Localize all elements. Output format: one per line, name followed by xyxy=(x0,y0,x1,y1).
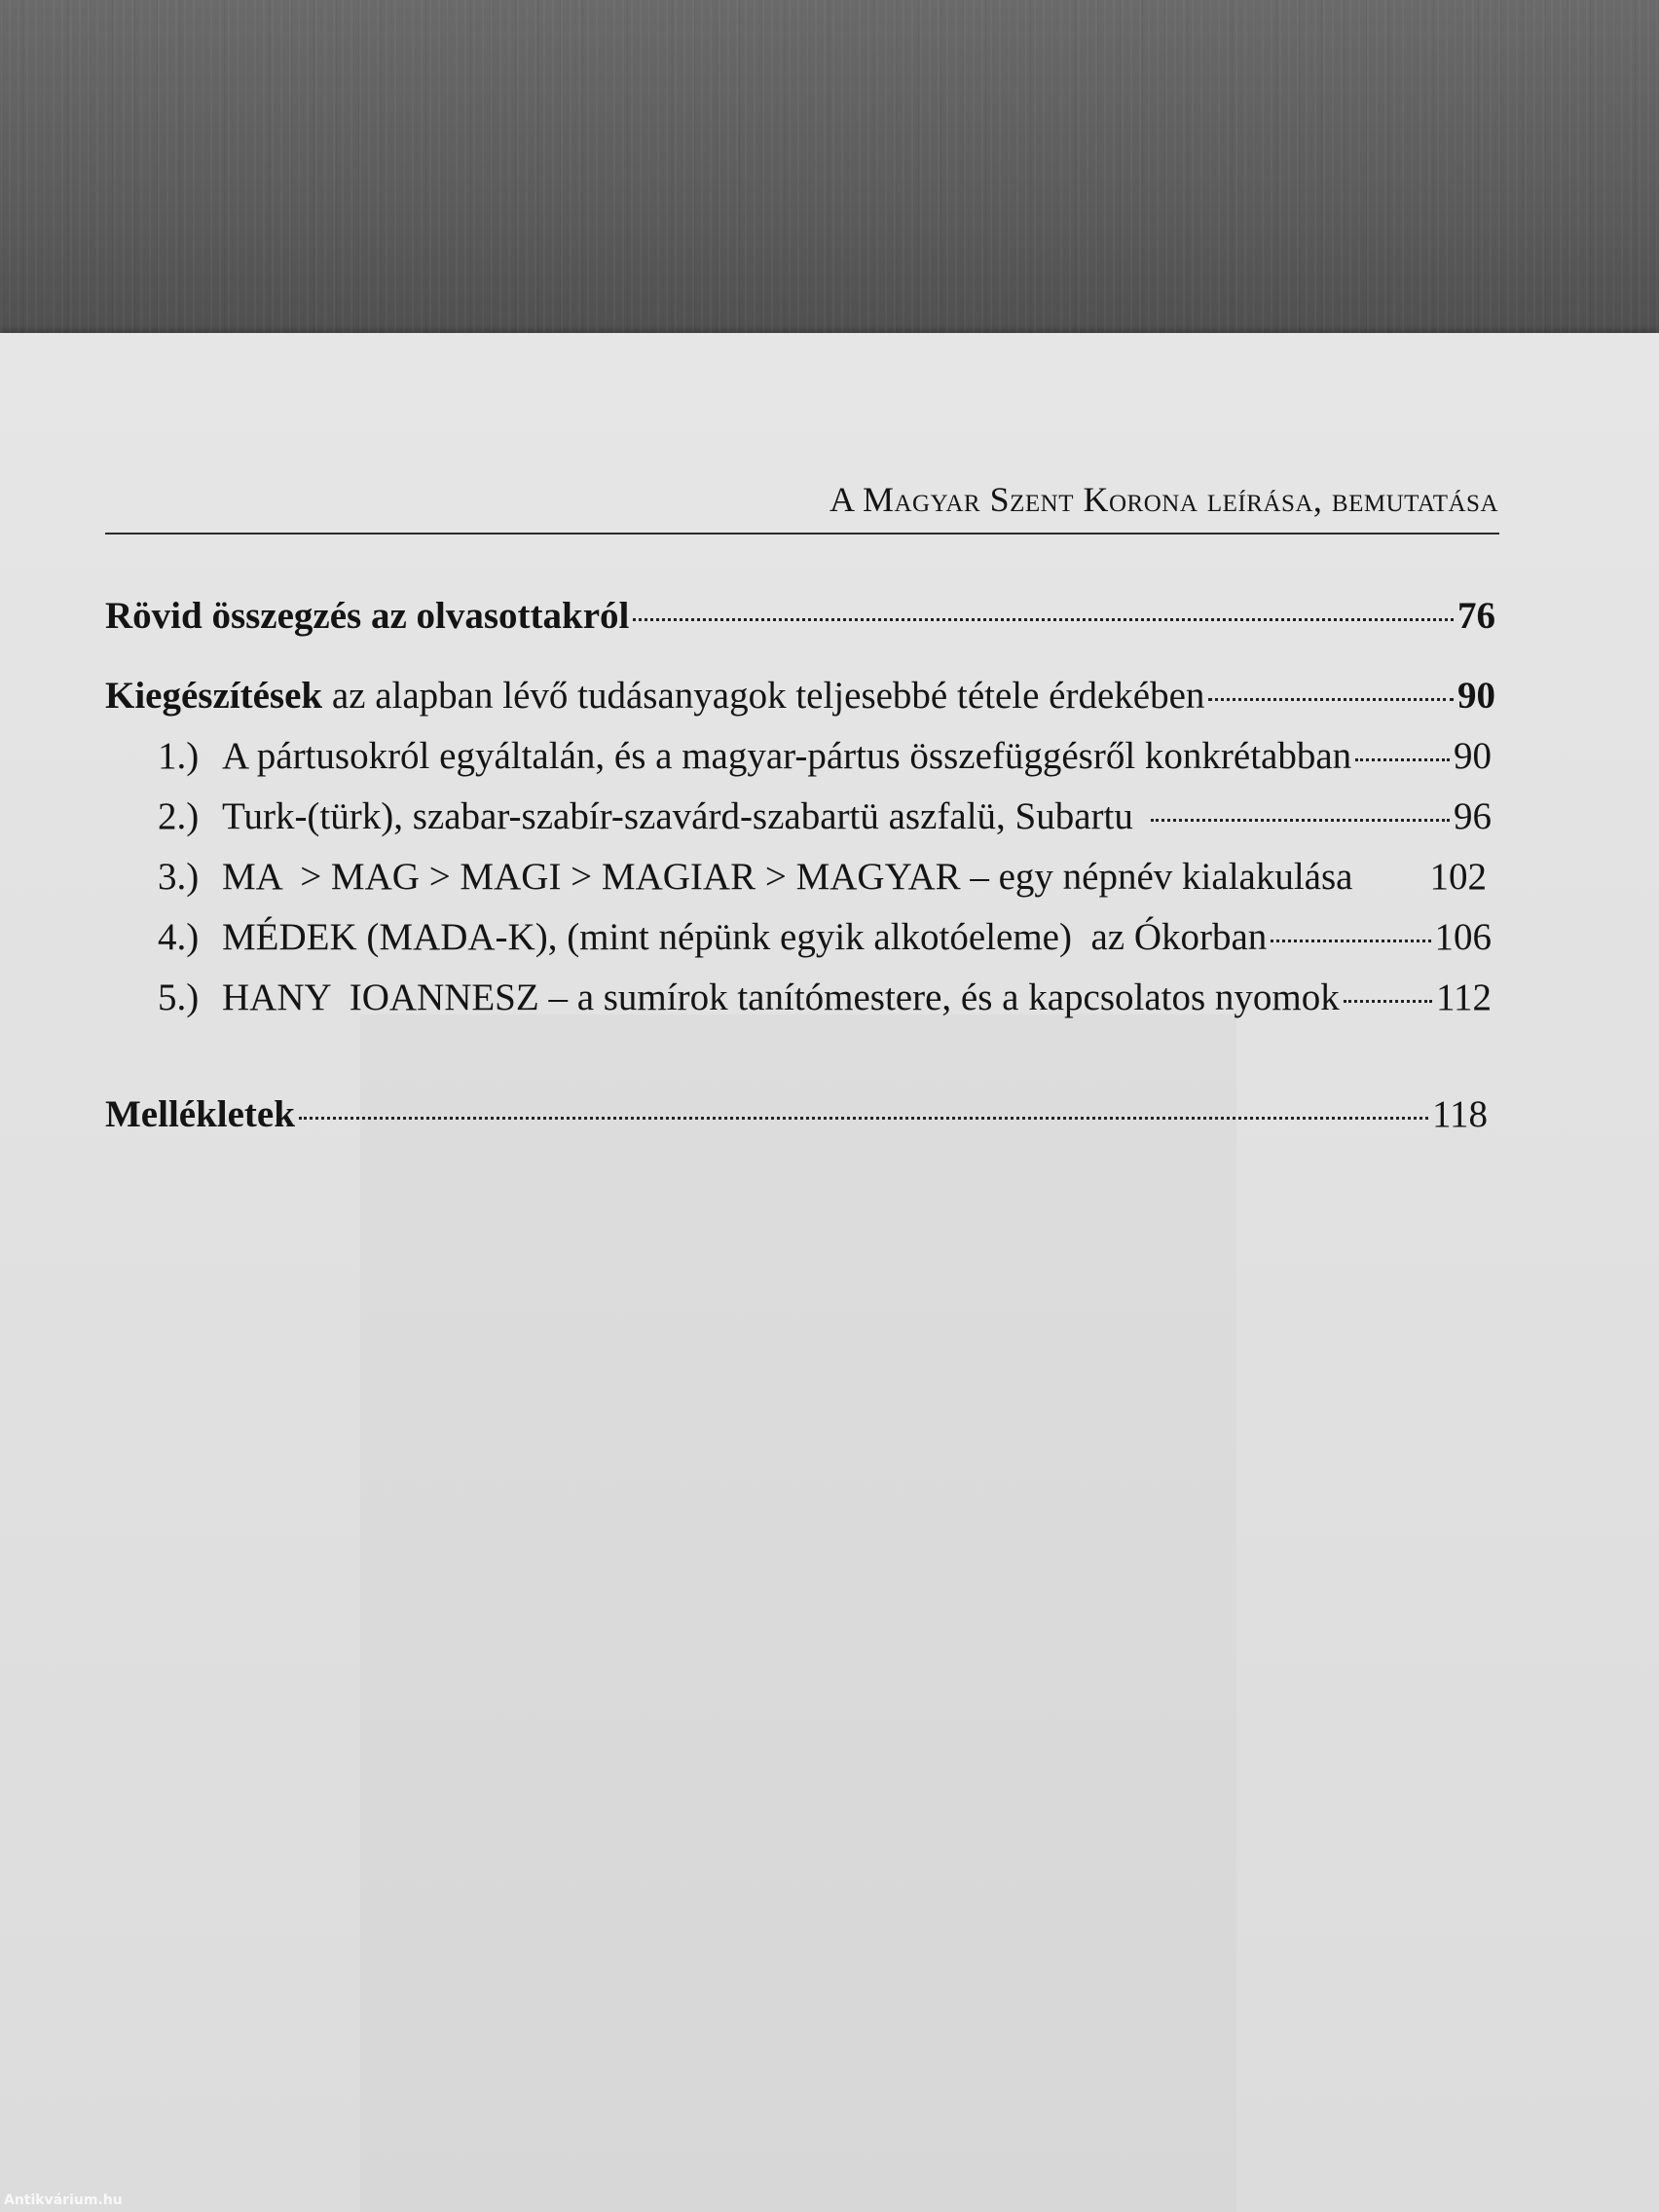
toc-subentry-number: 1.) xyxy=(158,735,200,777)
toc-subentry-number: 5.) xyxy=(158,977,200,1018)
toc-entry-summary[interactable] xyxy=(105,594,1495,638)
running-head: A Magyar Szent Korona leírása, bemutatása xyxy=(829,480,1498,519)
dot-leader xyxy=(1355,758,1450,761)
dot-leader xyxy=(1344,1000,1432,1003)
dot-leader xyxy=(633,618,1454,621)
toc-page-number: 90 xyxy=(1454,735,1492,777)
dot-leader xyxy=(1151,819,1450,822)
dot-leader xyxy=(1208,698,1454,701)
dot-leader xyxy=(1271,940,1430,942)
book-page xyxy=(0,333,1659,2212)
toc-subentry-title: Turk-(türk), szabar-szabír-szavárd-szabartü aszfalü, Subartu xyxy=(222,795,1133,837)
toc-subentry-number: 2.) xyxy=(158,795,200,837)
dot-leader xyxy=(299,1117,1428,1120)
page-shadow xyxy=(360,1014,1236,2212)
toc-subentry-title: A pártusokról egyáltalán, és a magyar-pártus összefüggésről konkrétabban xyxy=(222,735,1352,777)
toc-subentry[interactable] xyxy=(158,855,1487,899)
toc-entry-title: Rövid összegzés az olvasottakról xyxy=(105,595,630,637)
toc-subentry[interactable] xyxy=(158,915,1492,959)
toc-subentry-title: MA > MAG > MAGI > MAGIAR > MAGYAR – egy népnév kialakulása xyxy=(222,856,1353,898)
toc-entry-title-rest: az alapban lévő tudásanyagok teljesebbé tétele érdekében xyxy=(322,675,1205,717)
toc-subentry[interactable] xyxy=(158,734,1492,778)
toc-page-number: 102 xyxy=(1429,856,1487,898)
toc-entry-title xyxy=(105,674,1204,718)
toc-subentry-title: HANY IOANNESZ – a sumírok tanítómestere, és a kapcsolatos nyomok xyxy=(222,977,1340,1018)
toc-entry-title-bold: Kiegészítések xyxy=(105,675,323,717)
toc-subentry[interactable] xyxy=(158,794,1492,838)
toc-page-number: 112 xyxy=(1435,977,1492,1018)
toc-entry-title: Mellékletek xyxy=(105,1093,295,1135)
header-rule xyxy=(105,533,1499,535)
toc-page-number: 106 xyxy=(1434,916,1492,958)
background-surface xyxy=(0,0,1659,362)
toc-page-number: 96 xyxy=(1454,795,1492,837)
toc-page-number: 118 xyxy=(1431,1093,1488,1135)
toc-entry-supplements[interactable] xyxy=(105,674,1495,718)
watermark-text: Antikvárium.hu xyxy=(4,2193,123,2208)
toc-page-number: 76 xyxy=(1457,595,1495,637)
toc-subentry-number: 3.) xyxy=(158,856,200,898)
toc-subentry[interactable] xyxy=(158,976,1492,1019)
toc-entry-appendix[interactable] xyxy=(105,1092,1488,1136)
toc-subentry-title: MÉDEK (MADA-K), (mint népünk egyik alkotóeleme) az Ókorban xyxy=(222,916,1268,958)
toc-page-number: 90 xyxy=(1457,675,1495,717)
toc-subentry-number: 4.) xyxy=(158,916,200,958)
